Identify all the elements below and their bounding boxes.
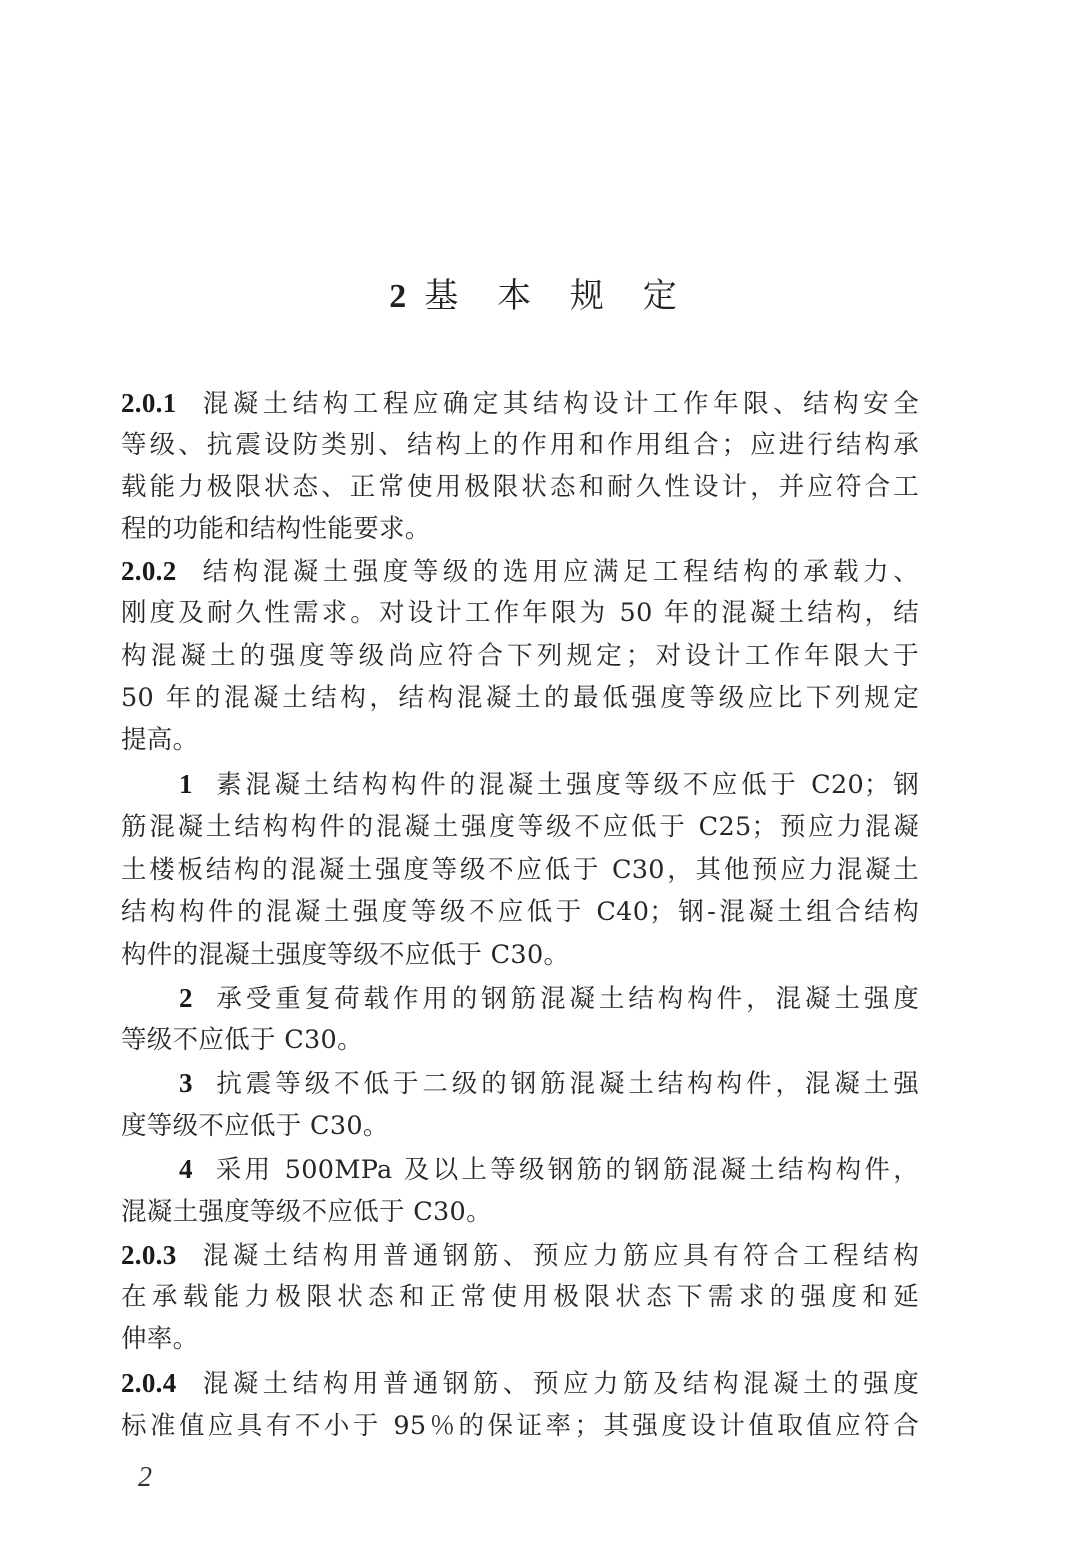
item-1-line-2: 筋混凝土结构构件的混凝土强度等级不应低于 C25；预应力混凝	[121, 812, 919, 842]
page-number: 2	[138, 1462, 152, 1493]
item-number: 4	[179, 1154, 193, 1184]
item-number: 1	[179, 769, 193, 799]
clause-2-0-2-line-4: 50 年的混凝土结构，结构混凝土的最低强度等级应比下列规定	[121, 683, 919, 713]
clause-text: 混凝土结构用普通钢筋、预应力筋应具有符合工程结构	[198, 1241, 919, 1271]
chapter-title: 基 本 规 定	[424, 276, 691, 316]
item-4-line-2: 混凝土强度等级不应低于 C30。	[121, 1197, 492, 1227]
item-3-line-1	[121, 1062, 919, 1104]
item-text: 抗震等级不低于二级的钢筋混凝土结构构件，混凝土强	[212, 1069, 919, 1099]
item-4-line-1	[121, 1148, 919, 1190]
item-3-line-2: 度等级不应低于 C30。	[121, 1111, 389, 1141]
clause-2-0-1-line-1	[121, 382, 919, 424]
clause-number: 2.0.3	[121, 1240, 177, 1270]
clause-2-0-1-line-3: 载能力极限状态、正常使用极限状态和耐久性设计，并应符合工	[121, 472, 919, 502]
clause-2-0-4-line-1	[121, 1362, 919, 1404]
item-number: 3	[179, 1068, 193, 1098]
clause-2-0-1-line-4: 程的功能和结构性能要求。	[121, 514, 431, 544]
chapter-number: 2	[389, 278, 407, 315]
item-1-line-4: 结构构件的混凝土强度等级不应低于 C40；钢-混凝土组合结构	[121, 897, 919, 927]
item-text: 素混凝土结构构件的混凝土强度等级不应低于 C20；钢	[212, 770, 919, 800]
chapter-heading	[0, 268, 1080, 317]
item-2-line-2: 等级不应低于 C30。	[121, 1025, 363, 1055]
clause-2-0-2-line-2: 刚度及耐久性需求。对设计工作年限为 50 年的混凝土结构，结	[121, 598, 919, 628]
item-number: 2	[179, 983, 193, 1013]
clause-2-0-4-line-2: 标准值应具有不小于 95％的保证率；其强度设计值取值应符合	[121, 1411, 919, 1441]
item-1-line-5: 构件的混凝土强度等级不应低于 C30。	[121, 940, 570, 970]
item-1-line-3: 土楼板结构的混凝土强度等级不应低于 C30，其他预应力混凝土	[121, 855, 919, 885]
clause-2-0-2-line-5: 提高。	[121, 725, 199, 755]
item-2-line-1	[121, 977, 919, 1019]
item-text: 承受重复荷载作用的钢筋混凝土结构构件，混凝土强度	[212, 984, 919, 1014]
clause-number: 2.0.1	[121, 388, 177, 418]
clause-text: 混凝土结构工程应确定其结构设计工作年限、结构安全	[198, 389, 919, 419]
clause-text: 混凝土结构用普通钢筋、预应力筋及结构混凝土的强度	[198, 1369, 919, 1399]
clause-2-0-2-line-3: 构混凝土的强度等级尚应符合下列规定；对设计工作年限大于	[121, 641, 919, 671]
item-1-line-1	[121, 763, 919, 805]
clause-text: 结构混凝土强度等级的选用应满足工程结构的承载力、	[198, 557, 919, 587]
clause-2-0-3-line-2: 在承载能力极限状态和正常使用极限状态下需求的强度和延	[121, 1282, 919, 1312]
clause-number: 2.0.2	[121, 556, 177, 586]
item-text: 采用 500MPa 及以上等级钢筋的钢筋混凝土结构构件，	[212, 1155, 919, 1185]
clause-2-0-3-line-3: 伸率。	[121, 1324, 199, 1354]
clause-2-0-3-line-1	[121, 1234, 919, 1276]
clause-number: 2.0.4	[121, 1368, 177, 1398]
clause-2-0-2-line-1	[121, 550, 919, 592]
clause-2-0-1-line-2: 等级、抗震设防类别、结构上的作用和作用组合；应进行结构承	[121, 430, 919, 460]
